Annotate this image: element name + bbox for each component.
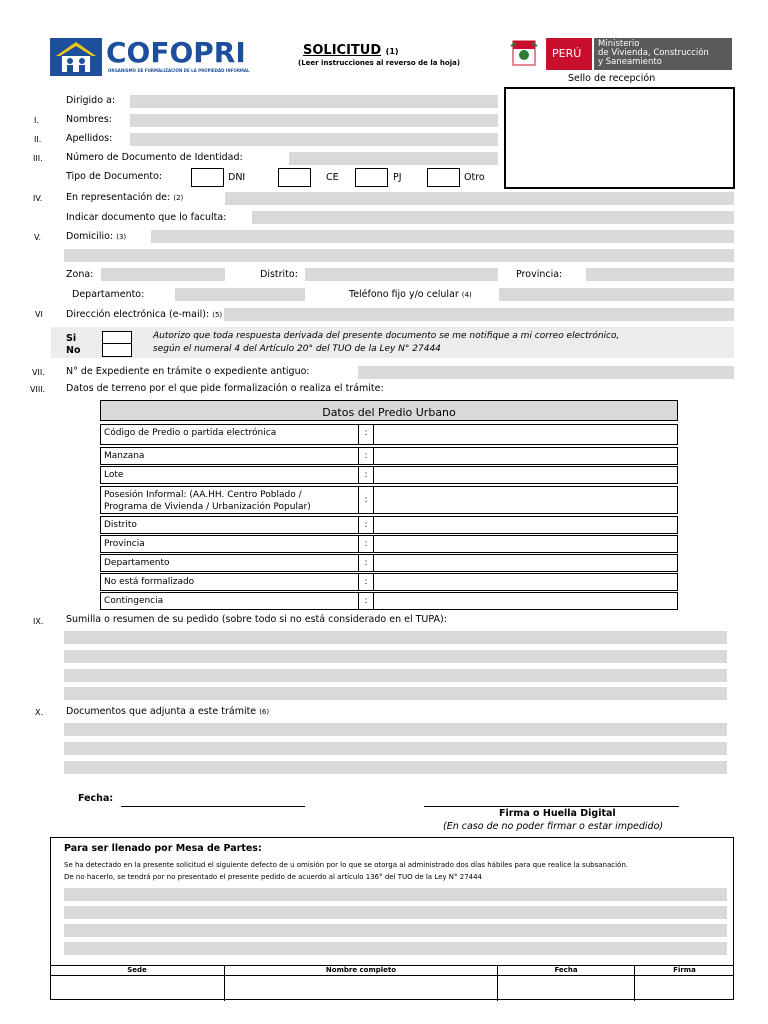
ministry-line-2: de Vivienda, Construcción	[598, 48, 709, 58]
otro-label: Otro	[464, 172, 485, 183]
form-title	[303, 43, 399, 58]
fecha-label: Fecha:	[78, 793, 114, 804]
col-nombre	[225, 966, 498, 1001]
num-doc-label: Número de Documento de Identidad:	[66, 152, 243, 163]
col-firma	[635, 966, 734, 1001]
predio-row-label	[101, 448, 359, 464]
documentos-label	[66, 706, 269, 717]
predio-row-label	[101, 555, 359, 571]
section-V-number: V.	[34, 233, 41, 242]
telefono-label	[349, 289, 472, 300]
documentos-field-1[interactable]	[64, 723, 727, 736]
firma-label: Firma o Huella Digital	[499, 808, 616, 819]
peru-badge	[546, 38, 592, 70]
predio-row-value-field[interactable]	[374, 448, 677, 464]
sumilla-field-2[interactable]	[64, 650, 727, 663]
ce-checkbox[interactable]	[278, 168, 311, 187]
representacion-text: En representación de:	[66, 192, 171, 203]
zona-field[interactable]	[101, 268, 225, 281]
predio-row-label-text: Código de Predio o partida electrónica	[104, 428, 277, 438]
predio-row-separator: :	[359, 555, 374, 571]
predio-row-label-text: Contingencia	[104, 596, 164, 606]
mesa-field-3[interactable]	[64, 924, 727, 937]
domicilio-note: (3)	[116, 233, 127, 241]
predio-row-label	[101, 487, 359, 513]
section-III-number: III.	[33, 154, 43, 163]
predio-row-value-field[interactable]	[374, 574, 677, 590]
section-IX-number: IX.	[33, 617, 44, 626]
predio-row-value-field[interactable]	[374, 593, 677, 609]
mesa-footer-table	[50, 965, 734, 1001]
documentos-text: Documentos que adjunta a este trámite	[66, 706, 257, 717]
num-doc-field[interactable]	[289, 152, 498, 165]
apellidos-field[interactable]	[130, 133, 498, 146]
section-II-number: II.	[34, 135, 42, 144]
predio-row-label	[101, 467, 359, 483]
distrito-label: Distrito:	[260, 269, 298, 280]
section-VII-number: VII.	[32, 368, 45, 377]
ce-label: CE	[326, 172, 339, 183]
domicilio-field-2[interactable]	[64, 249, 734, 262]
form-subtitle: (Leer instrucciones al reverso de la hoja)	[298, 59, 461, 67]
email-note: (5)	[212, 311, 223, 319]
firma-line[interactable]	[424, 806, 679, 807]
predio-row-label	[101, 574, 359, 590]
col-sede	[50, 966, 225, 1001]
dni-checkbox[interactable]	[191, 168, 224, 187]
firma-note: (En caso de no poder firmar o estar impedido)	[443, 821, 664, 832]
predio-row	[100, 592, 678, 610]
predio-row-separator: :	[359, 574, 374, 590]
predio-row-label-text: No está formalizado	[104, 577, 195, 587]
sumilla-field-4[interactable]	[64, 687, 727, 700]
predio-row-value-field[interactable]	[374, 555, 677, 571]
section-VI-number: VI	[35, 310, 43, 319]
domicilio-label	[66, 231, 126, 242]
predio-row-value-field[interactable]	[374, 517, 677, 533]
predio-row-label	[101, 536, 359, 552]
fecha-line[interactable]	[121, 806, 305, 807]
predio-row	[100, 535, 678, 553]
predio-row	[100, 486, 678, 514]
ministry-logo	[508, 38, 732, 70]
predio-title-bar	[100, 400, 678, 421]
col-fecha-label: Fecha	[498, 966, 634, 976]
predio-row-value-field[interactable]	[374, 487, 677, 513]
predio-row-label-text: Distrito	[104, 520, 137, 530]
predio-row-separator: :	[359, 517, 374, 533]
sumilla-label: Sumilla o resumen de su pedido (sobre todo si no está considerado en el TUPA):	[66, 614, 447, 625]
autorizo-line-1: Autorizo que toda respuesta derivada del presente documento se me notifique a mi correo electrónico,	[153, 331, 620, 341]
form-title-note: (1)	[385, 47, 399, 56]
dni-label: DNI	[228, 172, 246, 183]
cofopri-brand: COFOPRI	[106, 36, 246, 69]
predio-row-separator: :	[359, 487, 374, 513]
predio-row-label-text: Lote	[104, 470, 124, 480]
stamp-box	[504, 87, 735, 189]
col-nombre-label: Nombre completo	[225, 966, 497, 976]
section-VIII-number: VIII.	[30, 385, 46, 394]
col-fecha	[498, 966, 635, 1001]
domicilio-field[interactable]	[151, 230, 734, 243]
stamp-label: Sello de recepción	[568, 73, 656, 84]
dirigido-label: Dirigido a:	[66, 95, 116, 106]
predio-row-separator: :	[359, 467, 374, 483]
section-X-number: X.	[35, 708, 44, 717]
mesa-field-4[interactable]	[64, 942, 727, 955]
predio-row-value-field[interactable]	[374, 467, 677, 483]
col-firma-label: Firma	[635, 966, 734, 976]
predio-row-value-field[interactable]	[374, 536, 677, 552]
faculta-field[interactable]	[252, 211, 734, 224]
predio-row-separator: :	[359, 425, 374, 444]
email-field[interactable]	[224, 308, 734, 321]
predio-row-separator: :	[359, 593, 374, 609]
email-label	[66, 309, 222, 320]
representacion-label	[66, 192, 183, 203]
predio-row	[100, 554, 678, 572]
expediente-label: N° de Expediente en trámite o expediente antiguo:	[66, 366, 310, 377]
provincia-label: Provincia:	[516, 269, 563, 280]
documentos-field-3[interactable]	[64, 761, 727, 774]
predio-row-label	[101, 517, 359, 533]
mesa-text-1: Se ha detectado en la presente solicitud el siguiente defecto de u omisión por lo que se otorga al administrado dos días hábiles para que realice la subsanación.	[64, 861, 628, 869]
predio-row-label-text-2: Programa de Vivienda / Urbanización Popular)	[104, 502, 311, 512]
predio-row	[100, 573, 678, 591]
pj-checkbox[interactable]	[355, 168, 388, 187]
documentos-note: (6)	[259, 708, 270, 716]
predio-row-label-text: Posesión Informal: (AA.HH. Centro Poblado /	[104, 490, 302, 500]
predio-row	[100, 516, 678, 534]
dirigido-field[interactable]	[130, 95, 498, 108]
distrito-field[interactable]	[305, 268, 498, 281]
autorizo-line-2: según el numeral 4 del Artículo 20° del TUO de la Ley N° 27444	[153, 344, 441, 354]
predio-row-label-text: Provincia	[104, 539, 145, 549]
ministry-line-1: Ministerio	[598, 39, 640, 49]
mesa-title: Para ser llenado por Mesa de Partes:	[64, 843, 262, 854]
faculta-label: Indicar documento que lo faculta:	[66, 212, 227, 223]
si-label: Si	[66, 333, 77, 344]
telefono-note: (4)	[461, 291, 472, 299]
cofopri-brand-sub: ORGANISMO DE FORMALIZACIÓN DE LA PROPIEDAD INFORMAL	[108, 68, 250, 73]
sumilla-field-1[interactable]	[64, 631, 727, 644]
documentos-field-2[interactable]	[64, 742, 727, 755]
departamento-field[interactable]	[175, 288, 305, 301]
mesa-text-2: De no hacerlo, se tendrá por no presentado el presente pedido de acuerdo al artículo 136° del TUO de la Ley N° 27444	[64, 873, 483, 881]
representacion-note: (2)	[173, 194, 184, 202]
form-title-text: SOLICITUD	[303, 43, 382, 58]
predio-row-value-field[interactable]	[374, 425, 677, 444]
ministry-badge	[594, 38, 732, 70]
telefono-field[interactable]	[499, 288, 734, 301]
tipo-doc-label: Tipo de Documento:	[66, 171, 163, 182]
no-checkbox[interactable]	[102, 343, 132, 357]
predio-row	[100, 447, 678, 465]
predio-row-separator: :	[359, 536, 374, 552]
predio-row-label	[101, 425, 359, 444]
cofopri-logo	[50, 38, 270, 76]
predio-row	[100, 424, 678, 445]
nombres-label: Nombres:	[66, 114, 112, 125]
no-label: No	[66, 345, 81, 356]
departamento-label: Departamento:	[72, 289, 145, 300]
nombres-field[interactable]	[130, 114, 498, 127]
col-sede-label: Sede	[50, 966, 224, 976]
email-text: Dirección electrónica (e-mail):	[66, 309, 210, 320]
otro-checkbox[interactable]	[427, 168, 460, 187]
mesa-field-1[interactable]	[64, 888, 727, 901]
zona-label: Zona:	[66, 269, 94, 280]
predio-row-label	[101, 593, 359, 609]
predio-row-label-text: Departamento	[104, 558, 170, 568]
pj-label: PJ	[393, 172, 402, 183]
ministry-line-3: y Saneamiento	[598, 57, 662, 67]
mesa-field-2[interactable]	[64, 906, 727, 919]
section-IV-number: IV.	[33, 194, 43, 203]
peru-label: PERÚ	[552, 47, 582, 60]
sumilla-field-3[interactable]	[64, 669, 727, 682]
representacion-field[interactable]	[225, 192, 734, 205]
telefono-text: Teléfono fijo y/o celular	[349, 289, 459, 300]
provincia-field[interactable]	[586, 268, 734, 281]
section-I-number: I.	[34, 116, 39, 125]
terreno-label: Datos de terreno por el que pide formalización o realiza el trámite:	[66, 383, 384, 394]
predio-row	[100, 466, 678, 484]
peru-shield-icon	[508, 38, 540, 70]
predio-row-separator: :	[359, 448, 374, 464]
domicilio-text: Domicilio:	[66, 231, 114, 242]
apellidos-label: Apellidos:	[66, 133, 113, 144]
expediente-field[interactable]	[358, 366, 734, 379]
cofopri-house-icon	[50, 38, 102, 76]
predio-row-label-text: Manzana	[104, 451, 145, 461]
predio-title: Datos del Predio Urbano	[322, 406, 456, 419]
